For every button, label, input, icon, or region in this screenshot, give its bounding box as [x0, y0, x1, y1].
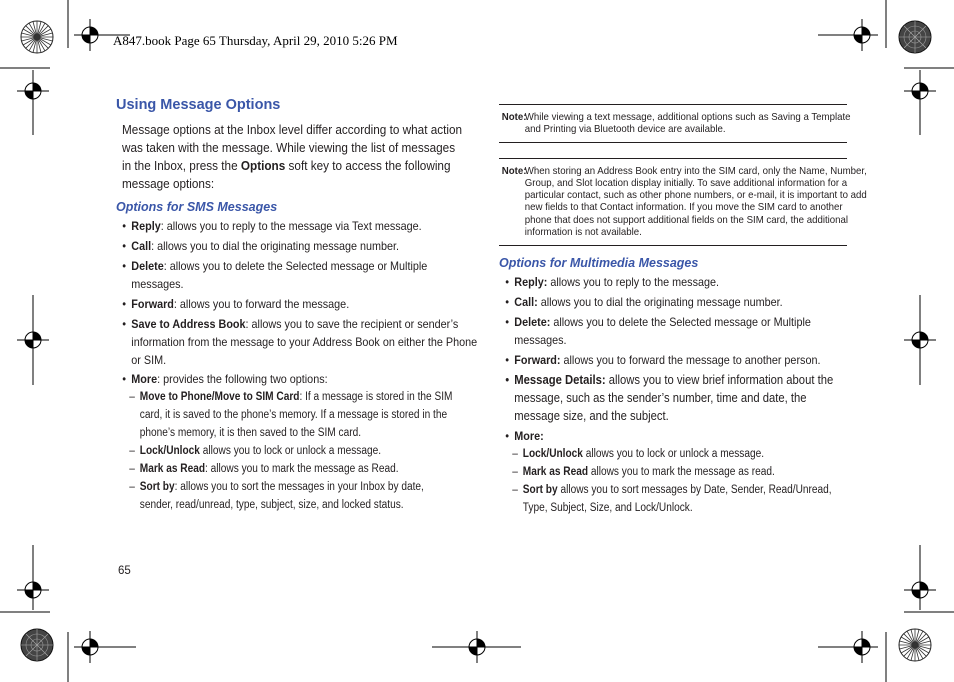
- note-rule-top: [499, 104, 847, 105]
- mms-bullet-delete: • Delete: allows you to delete the Selected message or Multiple messages.: [505, 315, 811, 348]
- mms-bullet-forward: • Forward: allows you to forward the message to another person.: [505, 353, 821, 368]
- sms-sub-sort-by: – Sort by: allows you to sort the messages in your Inbox by date, sender, read/unread, type, subject, size, and locked status.: [129, 481, 424, 511]
- note-saving-template: Note: While viewing a text message, additional options such as Saving a Template and Printing via Bluetooth device are available.: [501, 111, 851, 136]
- sms-bullet-more: • More: provides the following two options:: [122, 372, 328, 386]
- mms-heading: Options for Multimedia Messages: [499, 256, 699, 271]
- page-number: 65: [118, 565, 131, 577]
- mms-sub-lock-unlock: – Lock/Unlock allows you to lock or unlock a message.: [512, 448, 765, 461]
- note-rule-top-2: [499, 158, 847, 159]
- mms-sub-sort-by: – Sort by allows you to sort messages by Date, Sender, Read/Unread, Type, Subject, Size, and Lock/Unlock.: [512, 484, 832, 515]
- mms-bullet-reply: • Reply: allows you to reply to the message.: [505, 275, 720, 290]
- mms-sub-mark-read: – Mark as Read allows you to mark the message as read.: [512, 466, 775, 479]
- section-title: Using Message Options: [116, 97, 281, 113]
- note-rule-bottom: [499, 245, 847, 246]
- sms-bullet-call: • Call: allows you to dial the originating message number.: [122, 239, 400, 253]
- sms-bullet-forward: • Forward: allows you to forward the message.: [122, 297, 350, 311]
- print-header: A847.book Page 65 Thursday, April 29, 2010 5:26 PM: [113, 33, 398, 48]
- note-sim-card: Note: When storing an Address Book entry into the SIM card, only the Name, Number, Group, and Slot location display initially. To save additional information for a particular contact, such as other phone numbers, or e-mail, it is important to add new fields to that Contact information. If you move the SIM card to another phone that does not support additional fields on the SIM card, the additional information is not available.: [501, 164, 867, 239]
- sms-bullet-delete: • Delete: allows you to delete the Selected message or Multiple messages.: [122, 259, 428, 291]
- left-column: [116, 97, 478, 514]
- mms-bullet-more: • More:: [505, 429, 544, 444]
- intro-paragraph: Message options at the Inbox level differ according to what action was taken with the message. While viewing the list of messages in the Inbox, press the Options soft key to access the following message options:: [122, 123, 463, 191]
- sms-sub-move: – Move to Phone/Move to SIM Card: If a message is stored in the SIM card, it is saved to the phone’s memory. If a message is stored in the phone’s memory, it is then saved to the SIM card.: [129, 391, 453, 439]
- sms-sub-mark-read: – Mark as Read: allows you to mark the message as Read.: [129, 463, 399, 475]
- note-rule-mid: [499, 142, 847, 143]
- sms-bullet-reply: • Reply: allows you to reply to the message via Text message.: [122, 219, 422, 233]
- sms-sub-lock-unlock: – Lock/Unlock allows you to lock or unlock a message.: [129, 445, 382, 457]
- mms-bullet-message-details: • Message Details: allows you to view brief information about the message, such as the sender’s number, time and date, the message size, and the subject.: [505, 373, 834, 424]
- sms-bullet-save-address-book: • Save to Address Book: allows you to save the recipient or sender’s information from the message to your Address Book on either the Phone or SIM.: [122, 317, 478, 367]
- mms-bullet-call: • Call: allows you to dial the originating message number.: [505, 295, 783, 310]
- right-column: [499, 104, 867, 517]
- options-keyword: Options: [240, 159, 286, 173]
- sms-heading: Options for SMS Messages: [116, 200, 278, 214]
